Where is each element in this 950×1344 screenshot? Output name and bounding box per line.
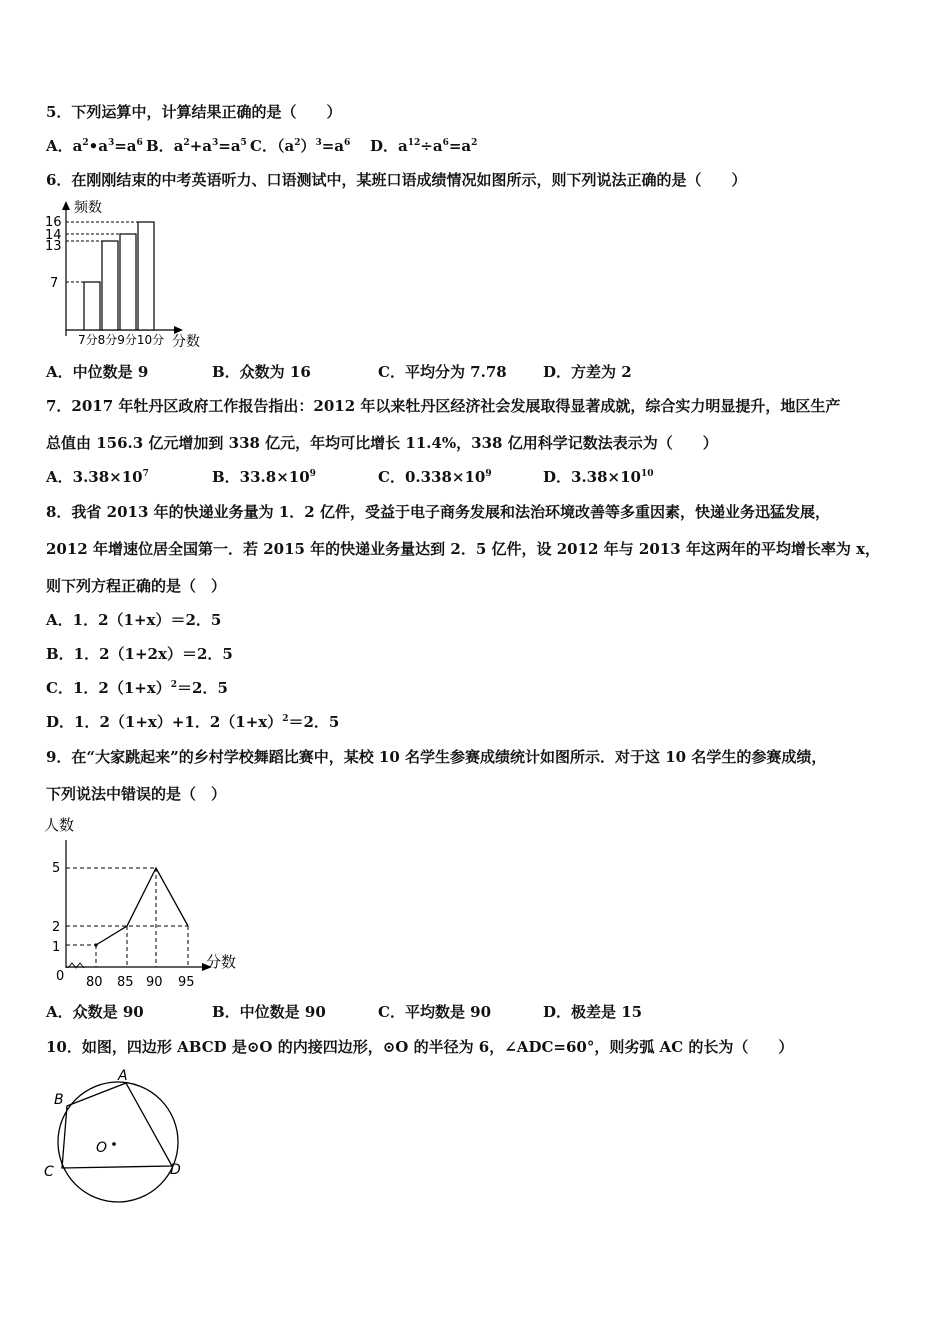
q7-line1: 7．2017 年牡丹区政府工作报告指出：2012 年以来牡丹区经济社会发展取得显著成就，综合实力明显提升，地区生产 — [46, 397, 841, 415]
q7-option-d: D．$3.38\times 10^{10}$ — [543, 468, 654, 486]
q9-series-line — [96, 868, 188, 945]
q10-label-o: O — [96, 1140, 108, 1156]
q6-histogram — [36, 196, 216, 348]
q6-option-b: B．众数为 16 — [212, 363, 311, 381]
q5-option-b: B．$a^2+a^3=a^5$ — [146, 137, 247, 155]
q5-stem: 5．下列运算中，计算结果正确的是（ ） — [46, 103, 342, 121]
q7-option-c: C．$0.338\times 10^9$ — [378, 468, 492, 486]
q6-bar-7 — [84, 282, 100, 330]
q6-ytick-13: 13 — [45, 239, 62, 254]
q6-option-c: C．平均分为 7.78 — [378, 363, 507, 381]
q6-ytick-7: 7 — [50, 276, 59, 291]
q6-ytick-16: 16 — [45, 215, 62, 230]
q6-y-label: 频数 — [74, 200, 102, 216]
q7-option-a: A．$3.38\times 10^7$ — [46, 468, 149, 486]
q8-line3: 则下列方程正确的是（ ） — [46, 577, 227, 595]
q9-y-label: 人数 — [44, 816, 75, 834]
q9-origin: 0 — [56, 969, 65, 984]
q6-y-arrow — [62, 201, 70, 210]
q6-x-label: 分数 — [172, 334, 200, 348]
q6-bar-9 — [120, 234, 136, 330]
q8-option-b: B．1．2（1+2x）＝2．5 — [46, 645, 233, 663]
q9-ytick-1: 1 — [52, 940, 61, 955]
q10-label-b: B — [54, 1092, 64, 1108]
q6-bar-8 — [102, 241, 118, 330]
q6-stem: 6．在刚刚结束的中考英语听力、口语测试中，某班口语成绩情况如图所示，则下列说法正确的是（ ） — [46, 171, 747, 189]
q9-xtick-95: 95 — [178, 975, 195, 990]
q9-xtick-85: 85 — [117, 975, 134, 990]
q10-circle-figure — [38, 1064, 188, 1212]
q8-option-a: A．1．2（1+x）＝2．5 — [46, 611, 222, 629]
q9-option-b: B．中位数是 90 — [212, 1003, 326, 1021]
q6-x-arrow — [174, 326, 183, 334]
q10-label-d: D — [170, 1162, 181, 1178]
q10-label-c: C — [44, 1164, 54, 1180]
q9-x-label: 分数 — [206, 953, 237, 971]
q9-ytick-2: 2 — [52, 920, 61, 935]
q9-line2: 下列说法中错误的是（ ） — [46, 785, 227, 803]
q9-xtick-90: 90 — [146, 975, 163, 990]
q10-center-point — [112, 1142, 116, 1146]
q5-option-c: C．$(a^2)^3=a^6$ — [250, 137, 351, 155]
q9-ytick-5: 5 — [52, 861, 61, 876]
q9-option-a: A．众数是 90 — [46, 1003, 144, 1021]
q9-option-c: C．平均数是 90 — [378, 1003, 492, 1021]
q7-line2: 总值由 156.3 亿元增加到 338 亿元，年均可比增长 11.4%，338 亿用科学记数法表示为（ ） — [46, 434, 718, 452]
q6-option-a: A．中位数是 9 — [46, 363, 149, 381]
q10-label-a: A — [118, 1068, 128, 1084]
q9-point-80 — [94, 943, 97, 946]
q7-option-b: B．$33.8\times 10^9$ — [212, 468, 316, 486]
q6-bar-10 — [138, 222, 154, 330]
q6-ytick-14: 14 — [45, 228, 62, 243]
q9-line1: 9．在“大家跳起来”的乡村学校舞蹈比赛中，某校 10 名学生参赛成绩统计如图所示．对于这 10 名学生的参赛成绩， — [46, 748, 827, 766]
q8-option-c: C．1．$2(1+x)^2=2$．5 — [46, 679, 228, 697]
q10-stem: 10．如图，四边形 ABCD 是⊙O 的内接四边形，⊙O 的半径为 6，∠ADC=60°，则劣弧 AC 的长为（ ） — [46, 1038, 794, 1056]
q8-option-d: D．1．2（1+x）+1．$2(1+x)^2=2$．5 — [46, 713, 340, 731]
q5-option-d: D．$a^{12}\div a^6=a^2$ — [370, 137, 478, 155]
q6-option-d: D．方差为 2 — [543, 363, 632, 381]
q9-option-d: D．极差是 15 — [543, 1003, 643, 1021]
q6-xticks: 7分8分9分10分 — [78, 333, 165, 347]
q5-option-a: A．$a^2•a^3=a^6$ — [46, 137, 143, 155]
q9-line-chart — [40, 810, 246, 990]
q10-circle — [58, 1082, 178, 1202]
q8-line1: 8．我省 2013 年的快递业务量为 1．2 亿件，受益于电子商务发展和法治环境改善等多重因素，快递业务迅猛发展， — [46, 503, 830, 521]
q8-line2: 2012 年增速位居全国第一．若 2015 年的快递业务量达到 2．5 亿件，设 2012 年与 2013 年这两年的平均增长率为 x， — [46, 540, 881, 558]
q9-xtick-80: 80 — [86, 975, 103, 990]
